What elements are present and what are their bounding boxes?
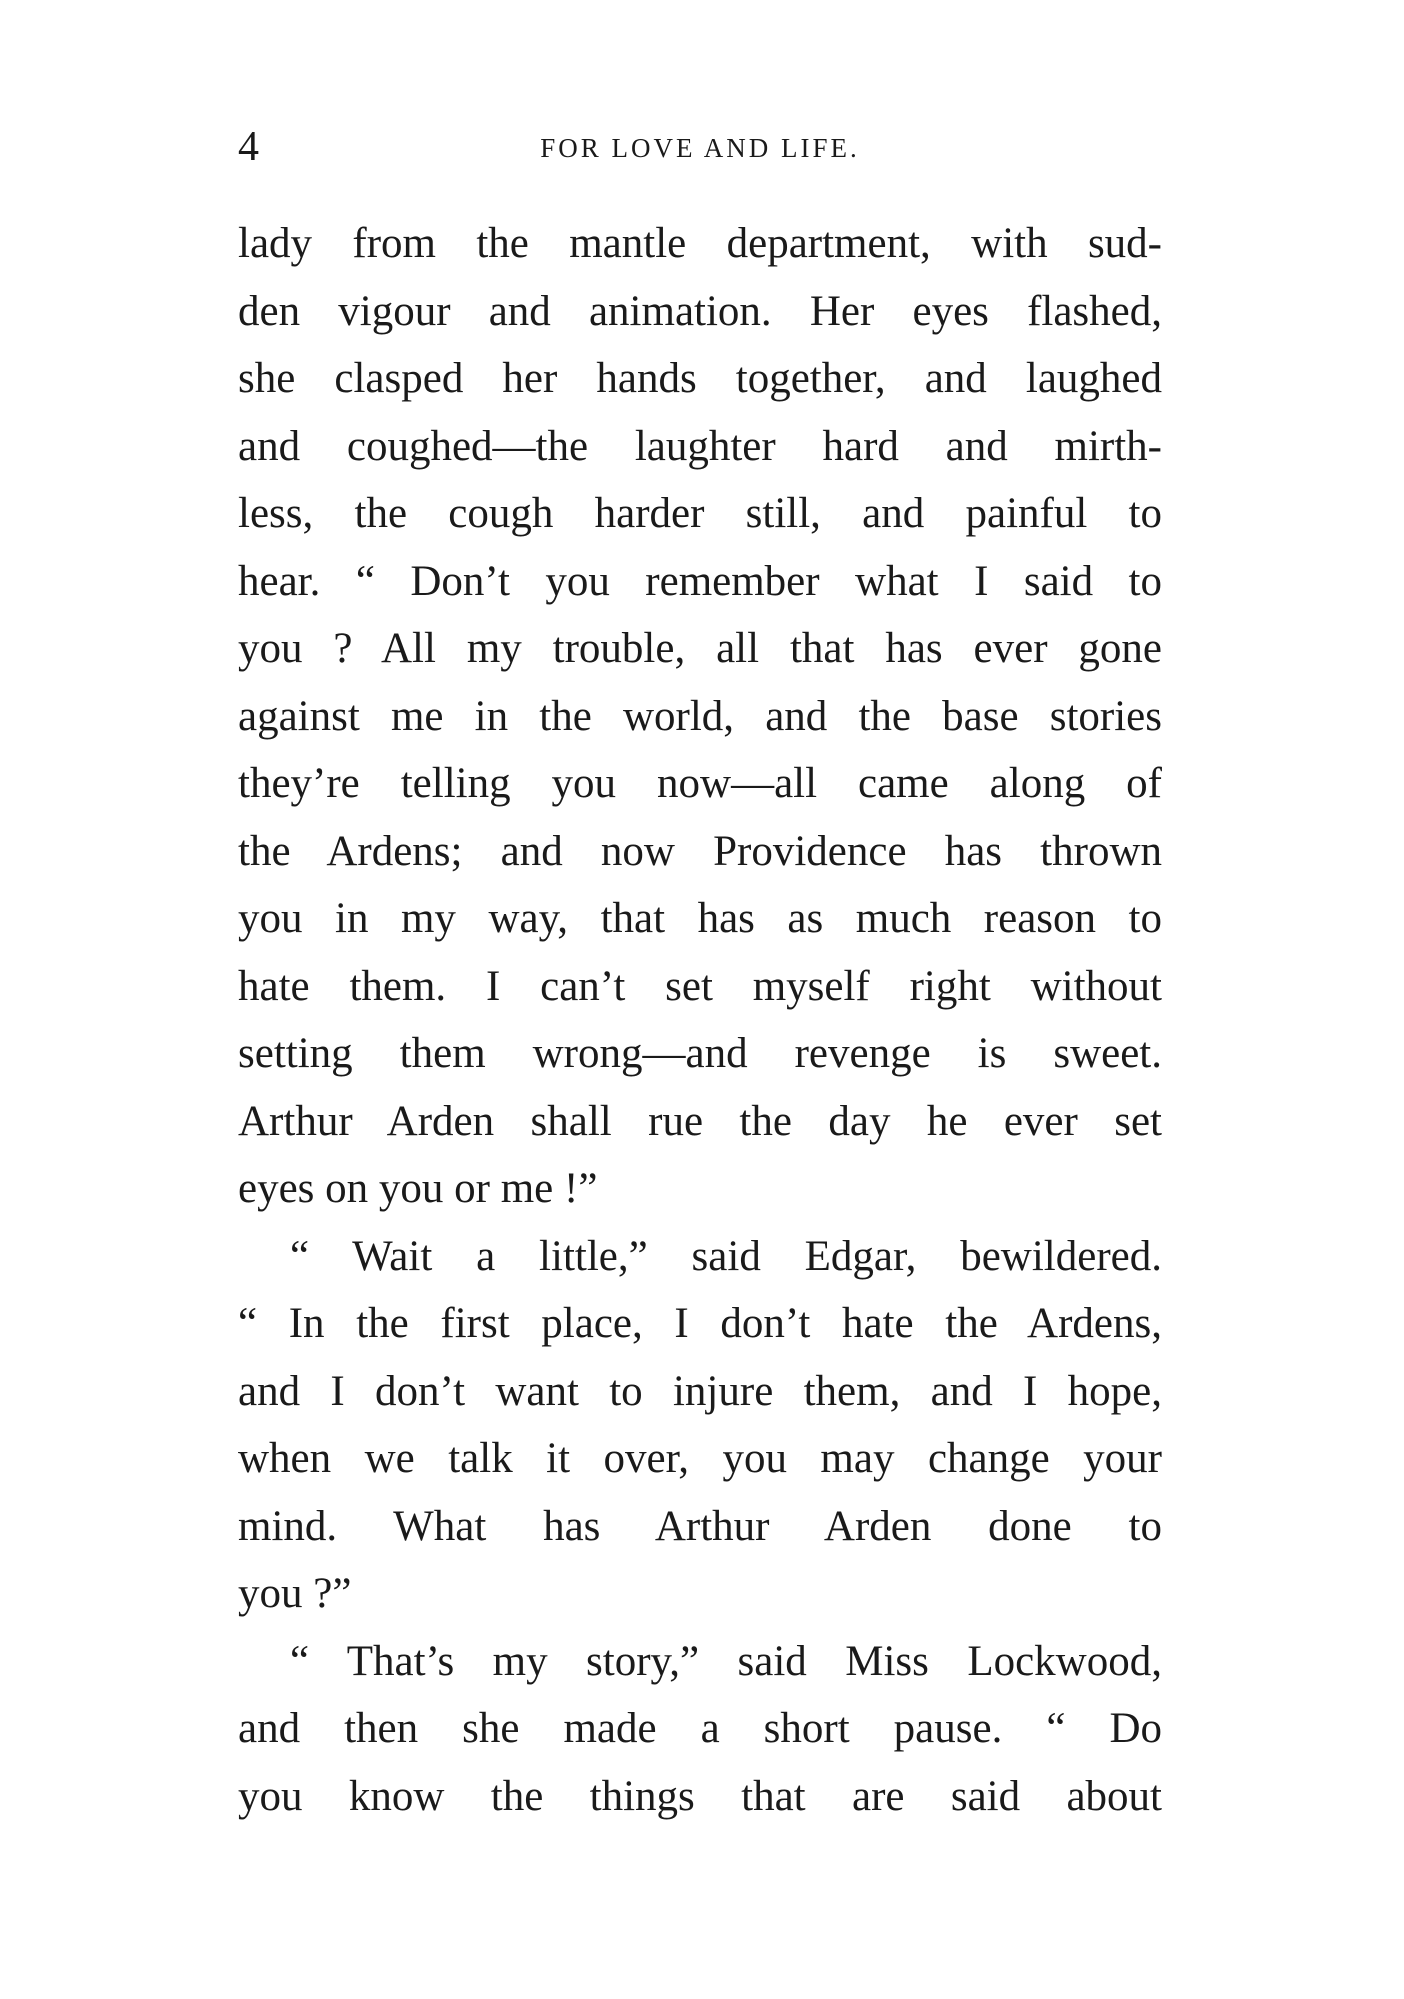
text-line: mind. What has Arthur Arden done to xyxy=(238,1502,1162,1550)
text-line: and then she made a short pause. “ Do xyxy=(238,1705,1162,1752)
running-title: FOR LOVE AND LIFE. xyxy=(540,133,860,163)
text-line: hear. “ Don’t you remember what I said to xyxy=(238,557,1162,605)
text-line: setting them wrong—and revenge is sweet. xyxy=(238,1030,1162,1077)
text-line: she clasped her hands together, and laughed xyxy=(238,355,1162,402)
text-line: you in my way, that has as much reason to xyxy=(238,895,1162,942)
text-line: “ Wait a little,” said Edgar, bewildered. xyxy=(290,1232,1162,1280)
text-line: den vigour and animation. Her eyes flashed, xyxy=(238,287,1162,335)
text-line: the Ardens; and now Providence has thrown xyxy=(238,827,1162,875)
text-line: “ That’s my story,” said Miss Lockwood, xyxy=(290,1637,1162,1685)
text-line: you know the things that are said about xyxy=(238,1772,1162,1820)
text-line: lady from the mantle department, with sud- xyxy=(238,220,1162,267)
page-header xyxy=(238,122,1162,172)
text-line: you ?” xyxy=(238,1570,352,1617)
text-line: less, the cough harder still, and painful to xyxy=(238,490,1162,537)
text-line: “ In the first place, I don’t hate the Ardens, xyxy=(238,1300,1162,1347)
page-number: 4 xyxy=(238,124,259,170)
text-line: Arthur Arden shall rue the day he ever set xyxy=(238,1097,1162,1145)
text-line: when we talk it over, you may change your xyxy=(238,1435,1162,1482)
text-line: and coughed—the laughter hard and mirth- xyxy=(238,422,1162,470)
text-line: against me in the world, and the base stories xyxy=(238,692,1162,740)
text-line: and I don’t want to injure them, and I hope, xyxy=(238,1367,1162,1415)
text-line: you ? All my trouble, all that has ever gone xyxy=(238,625,1162,672)
text-line: eyes on you or me !” xyxy=(238,1165,598,1212)
text-line: they’re telling you now—all came along of xyxy=(238,760,1162,807)
body-text xyxy=(238,210,1162,1830)
text-line: hate them. I can’t set myself right without xyxy=(238,962,1162,1010)
